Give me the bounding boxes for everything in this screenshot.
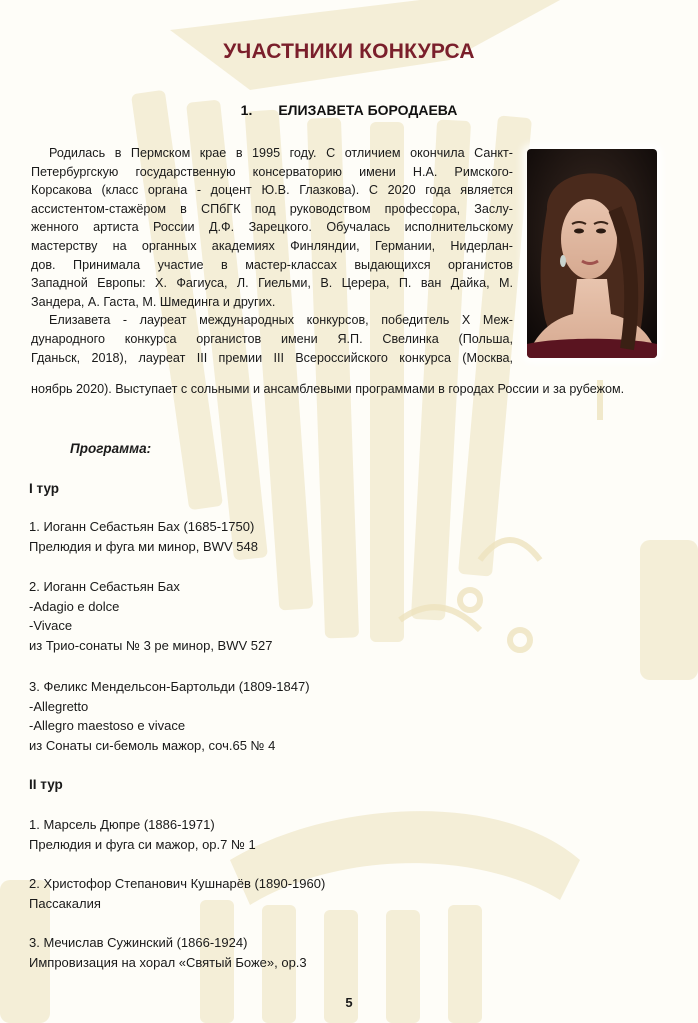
bio-paragraph-1 bbox=[31, 144, 513, 311]
bio-line: Гданьск, 2018), лауреат III премии III Всероссийского конкурса (Москва, bbox=[31, 350, 513, 365]
bio-line: дов. Принимала участие в мастер-классах выдающихся органистов bbox=[31, 257, 513, 272]
round-1-heading: I тур bbox=[29, 481, 60, 496]
program-line: 2. Христофор Степанович Кушнарёв (1890-1960) bbox=[29, 876, 326, 891]
program-line: из Сонаты си-бемоль мажор, соч.65 № 4 bbox=[29, 737, 276, 753]
program-line: -Allegro maestoso e vivace bbox=[29, 718, 186, 733]
biography-tail: ноябрь 2020). Выступает с сольными и ансамблевыми программами в городах России и за рубежом. bbox=[31, 382, 625, 396]
program-line: Пассакалия bbox=[29, 895, 101, 911]
participant-number: 1. bbox=[240, 102, 253, 118]
round-2-heading: II тур bbox=[29, 777, 63, 792]
portrait-photo-icon bbox=[527, 149, 657, 358]
program-line: Импровизация на хорал «Святый Боже», ор.3 bbox=[29, 954, 307, 970]
bio-line: Елизавета - лауреат международных конкурсов, победитель X Меж- bbox=[49, 313, 513, 328]
round-2-item-1 bbox=[29, 815, 256, 854]
program-line: 2. Иоганн Себастьян Бах bbox=[29, 579, 180, 594]
program-line: -Vivace bbox=[29, 618, 73, 633]
round-1-item-2 bbox=[29, 577, 272, 655]
bio-line: Западной Европы: Х. Фагиуса, Л. Гиельми, В. Церера, П. ван Дайка, М. bbox=[31, 276, 513, 291]
participant-name: ЕЛИЗАВЕТА БОРОДАЕВА bbox=[278, 102, 458, 118]
bio-paragraph-2 bbox=[31, 311, 513, 367]
participant-photo bbox=[527, 149, 657, 358]
program-line: из Трио-сонаты № 3 ре минор, BWV 527 bbox=[29, 637, 273, 653]
biography-text bbox=[31, 144, 513, 367]
bio-line: мастерству на органных академиях Финляндии, Германии, Нидерлан- bbox=[31, 238, 513, 253]
bio-line: Зандера, А. Гаста, М. Шмединга и других. bbox=[31, 294, 276, 309]
participant-heading bbox=[0, 102, 698, 118]
round-2-item-2 bbox=[29, 874, 325, 913]
bio-line: Родилась в Пермском крае в 1995 году. С отличием окончила Санкт- bbox=[49, 146, 513, 160]
page-title: УЧАСТНИКИ КОНКУРСА bbox=[223, 40, 475, 63]
bio-line: ассистентом-стажёром в СПбГК под руководством профессора, Заслу- bbox=[31, 201, 513, 216]
bio-line: дународного конкурса органистов имени Я.П. Свелинка (Польша, bbox=[31, 331, 513, 346]
program-line: Прелюдия и фуга си мажор, ор.7 № 1 bbox=[29, 836, 256, 852]
program-line: 1. Иоганн Себастьян Бах (1685-1750) bbox=[29, 519, 255, 534]
bio-line: Петербургскую государственную консерваторию имени Н.А. Римского- bbox=[31, 164, 513, 179]
program-line: 3. Феликс Мендельсон-Бартольди (1809-1847) bbox=[29, 679, 310, 694]
bio-line: женного артиста России Д.Ф. Зарецкого. Обучалась исполнительскому bbox=[31, 220, 513, 235]
round-1-item-1 bbox=[29, 517, 258, 556]
bio-line: Корсакова (класс органа - доцент Ю.В. Глазкова). С 2020 года является bbox=[31, 183, 513, 198]
program-line: -Adagio e dolce bbox=[29, 598, 120, 614]
program-line: -Allegretto bbox=[29, 698, 89, 714]
program-line: 3. Мечислав Сужинский (1866-1924) bbox=[29, 935, 248, 950]
round-2-item-3 bbox=[29, 933, 307, 972]
page-number: 5 bbox=[345, 995, 353, 1010]
round-1-item-3 bbox=[29, 677, 310, 755]
program-heading: Программа: bbox=[70, 441, 152, 456]
program-line: 1. Марсель Дюпре (1886-1971) bbox=[29, 817, 215, 832]
program-line: Прелюдия и фуга ми минор, BWV 548 bbox=[29, 538, 258, 554]
